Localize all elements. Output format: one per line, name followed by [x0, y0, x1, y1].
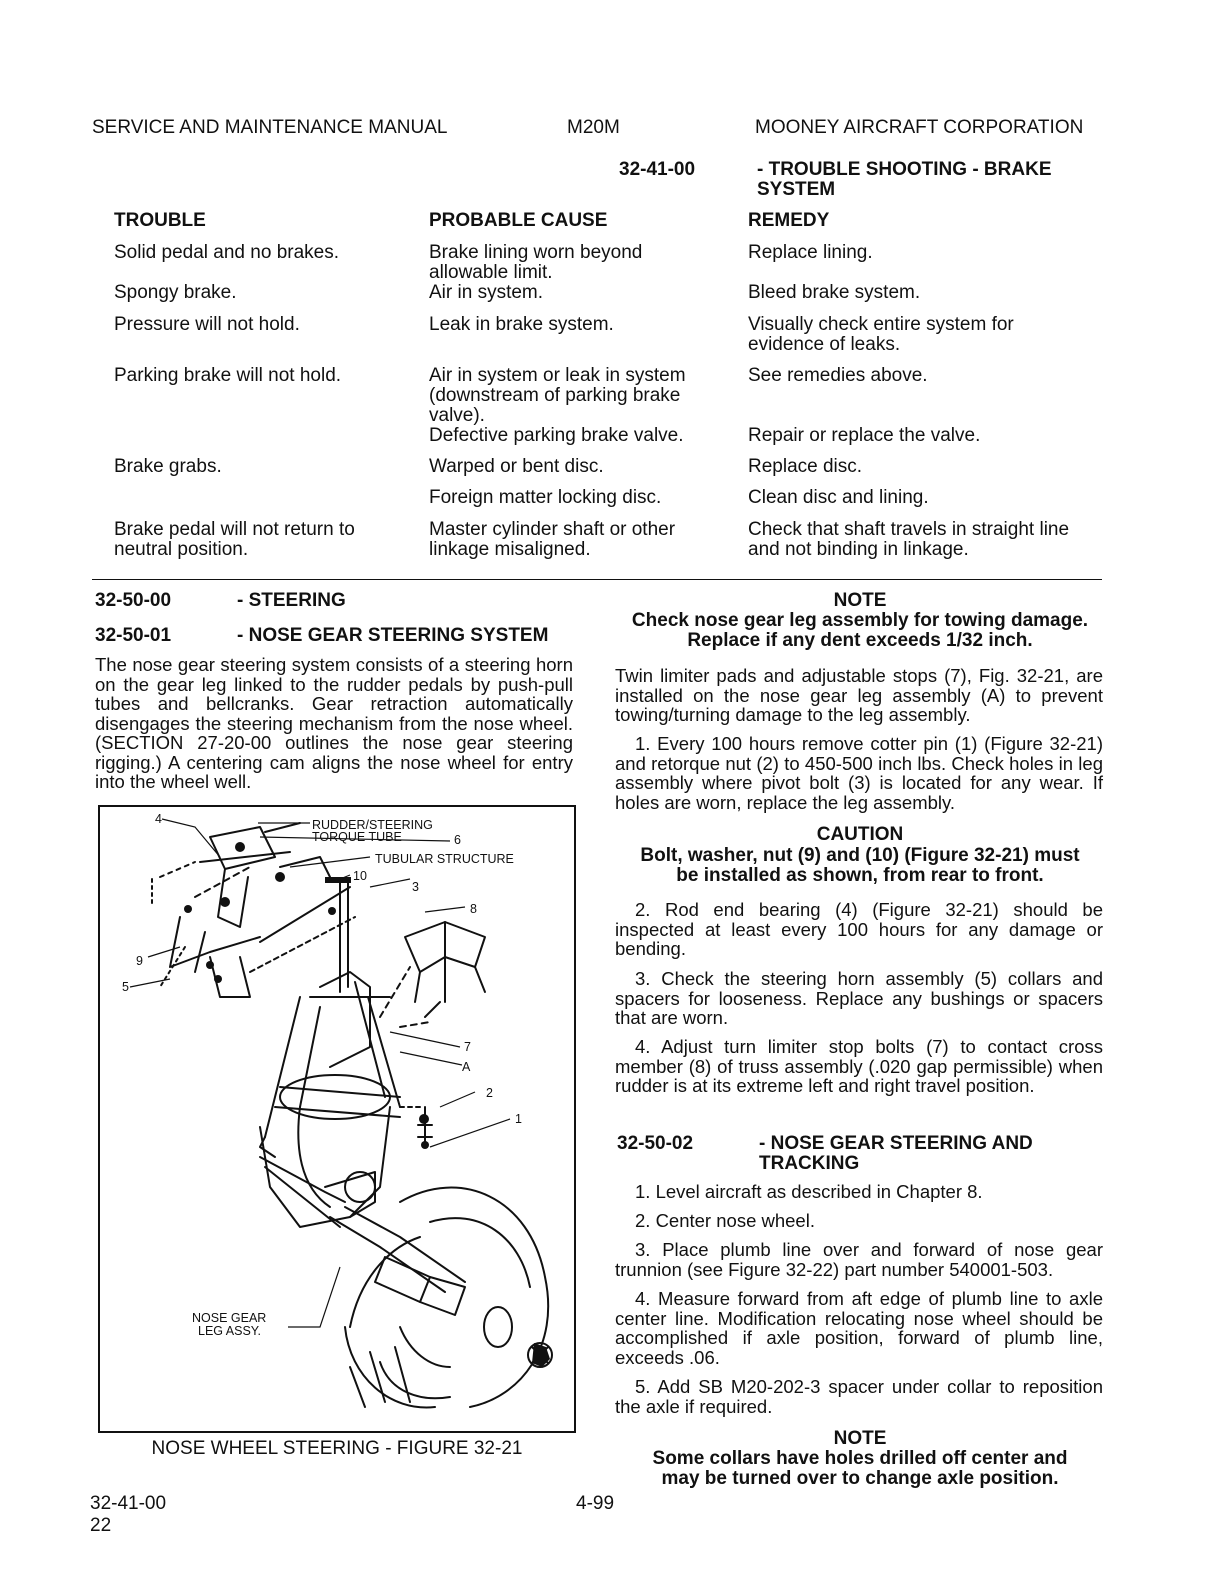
trouble-cell: Brake grabs.	[114, 456, 222, 477]
label-part-5: 5	[122, 980, 129, 994]
caution-bolt-washer: Bolt, washer, nut (9) and (10) (Figure 32-21) must be installed as shown, from rear to front.	[640, 845, 1080, 886]
note-collars: Some collars have holes drilled off center and may be turned over to change axle position.	[652, 1448, 1068, 1489]
limiter-pads-paragraph: Twin limiter pads and adjustable stops (7), Fig. 32-21, are installed on the nose gear leg assembly (A) to prevent towing/turning damage to the leg assembly.	[615, 665, 1103, 725]
cause-cell: Master cylinder shaft or other linkage misaligned.	[429, 519, 676, 560]
tracking-code: 32-50-02	[617, 1133, 694, 1154]
nose-gear-steering-title: - NOSE GEAR STEERING SYSTEM	[237, 625, 549, 646]
trouble-cell: Spongy brake.	[114, 282, 237, 303]
remedy-cell: See remedies above.	[748, 365, 928, 386]
cause-cell: Leak in brake system.	[429, 314, 614, 335]
remedy-cell: Bleed brake system.	[748, 282, 921, 303]
section-divider	[92, 579, 1102, 580]
footer-revision: 22	[90, 1515, 112, 1536]
tracking-step-3: 3. Place plumb line over and forward of nose gear trunnion (see Figure 32-22) part number 540001-503.	[615, 1239, 1103, 1280]
col-cause-heading: PROBABLE CAUSE	[429, 210, 608, 231]
label-rudder-line1: RUDDER/STEERING	[312, 818, 433, 832]
tracking-step-1: 1. Level aircraft as described in Chapter 8.	[635, 1181, 983, 1202]
remedy-cell: Repair or replace the valve.	[748, 425, 981, 446]
step-steering-horn: 3. Check the steering horn assembly (5) collars and spacers for looseness. Replace any bushings or spacers that are worn.	[615, 968, 1103, 1028]
tracking-step-2: 2. Center nose wheel.	[635, 1210, 815, 1231]
step-rod-end-bearing: 2. Rod end bearing (4) (Figure 32-21) should be inspected at least every 100 hours for any damage or bending.	[615, 899, 1103, 959]
remedy-cell: Replace lining.	[748, 242, 873, 263]
label-part-A: A	[462, 1060, 471, 1074]
trouble-cell: Solid pedal and no brakes.	[114, 242, 339, 263]
label-part-1: 1	[515, 1112, 522, 1126]
remedy-cell: Visually check entire system for evidence of leaks.	[748, 314, 1014, 355]
trouble-cell: Pressure will not hold.	[114, 314, 300, 335]
troubleshooting-title: - TROUBLE SHOOTING - BRAKE SYSTEM	[757, 159, 1052, 200]
step-cotter-pin: 1. Every 100 hours remove cotter pin (1) (Figure 32-21) and retorque nut (2) to 450-500 inch lbs. Check holes in leg assembly where pivot bolt (3) is located for any wear. If holes are worn, replace the leg assembly.	[615, 733, 1103, 813]
steering-code: 32-50-00	[95, 590, 172, 611]
cause-cell: Air in system.	[429, 282, 544, 303]
col-remedy-heading: REMEDY	[748, 210, 830, 231]
label-part-4: 4	[155, 812, 162, 826]
figure-32-21	[98, 805, 576, 1433]
remedy-cell: Check that shaft travels in straight line and not binding in linkage.	[748, 519, 1070, 560]
header-model: M20M	[567, 117, 620, 138]
note-heading: NOTE	[833, 590, 887, 611]
tracking-step-5: 5. Add SB M20-202-3 spacer under collar to reposition the axle if required.	[615, 1376, 1103, 1417]
caution-heading: CAUTION	[816, 824, 904, 845]
col-trouble-heading: TROUBLE	[114, 210, 206, 231]
nose-gear-steering-code: 32-50-01	[95, 625, 172, 646]
remedy-cell: Replace disc.	[748, 456, 863, 477]
label-part-8: 8	[470, 902, 477, 916]
cause-cell: Brake lining worn beyond allowable limit.	[429, 242, 643, 283]
label-leg-line2: LEG ASSY.	[198, 1324, 262, 1338]
trouble-cell: Parking brake will not hold.	[114, 365, 342, 386]
label-tubular-structure: TUBULAR STRUCTURE	[375, 852, 514, 866]
trouble-cell: Brake pedal will not return to neutral position.	[114, 519, 355, 560]
cause-cell: Air in system or leak in system (downstream of parking brake valve).	[429, 365, 686, 426]
header-company: MOONEY AIRCRAFT CORPORATION	[755, 117, 1084, 138]
troubleshooting-code: 32-41-00	[619, 159, 696, 180]
step-turn-limiter: 4. Adjust turn limiter stop bolts (7) to contact cross member (8) of truss assembly (.020 gap permissible) when rudder is at its extreme left and right travel position.	[615, 1036, 1103, 1096]
cause-cell: Warped or bent disc.	[429, 456, 604, 477]
figure-caption: NOSE WHEEL STEERING - FIGURE 32-21	[151, 1438, 523, 1459]
tracking-step-4: 4. Measure forward from aft edge of plumb line to axle center line. Modification relocating nose wheel should be accomplished if axle position, forward of plumb line, exceeds .06.	[615, 1288, 1103, 1368]
label-part-2: 2	[486, 1086, 493, 1100]
label-part-3: 3	[412, 880, 419, 894]
label-part-9: 9	[136, 954, 143, 968]
cause-cell: Defective parking brake valve.	[429, 425, 684, 446]
nose-gear-illustration	[100, 807, 578, 1435]
label-part-7: 7	[464, 1040, 471, 1054]
steering-title: - STEERING	[237, 590, 346, 611]
steering-description: The nose gear steering system consists of a steering horn on the gear leg linked to the rudder pedals by push-pull tubes and bellcranks. Gear retraction automatically disengages the steering mechanism from the nose wheel. (SECTION 27-20-00 outlines the nose gear steering rigging.) A centering cam aligns the nose wheel for entry into the wheel well.	[95, 654, 573, 792]
note2-heading: NOTE	[833, 1428, 887, 1449]
cause-cell: Foreign matter locking disc.	[429, 487, 662, 508]
note-towing-damage: Check nose gear leg assembly for towing damage. Replace if any dent exceeds 1/32 inch.	[631, 610, 1089, 651]
tracking-title: - NOSE GEAR STEERING AND TRACKING	[759, 1133, 1033, 1174]
header-manual-title: SERVICE AND MAINTENANCE MANUAL	[92, 117, 448, 138]
footer-section-code: 32-41-00	[90, 1493, 167, 1514]
label-leg-line1: NOSE GEAR	[192, 1311, 267, 1325]
footer-page-number: 4-99	[576, 1493, 615, 1514]
label-part-6: 6	[454, 833, 461, 847]
remedy-cell: Clean disc and lining.	[748, 487, 929, 508]
label-part-10: 10	[353, 869, 367, 883]
label-rudder-line2: TORQUE TUBE	[312, 830, 402, 844]
